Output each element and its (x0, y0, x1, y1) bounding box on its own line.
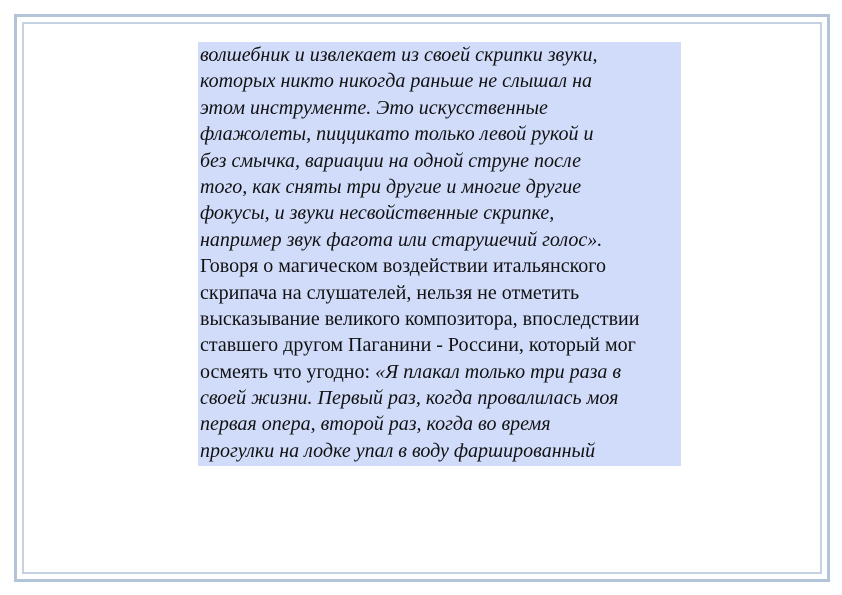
text-line (200, 359, 681, 385)
text-segment: скрипача на слушателей, нельзя не отметить (200, 281, 580, 304)
text-segment: фокусы, и звуки несвойственные скрипке, (200, 202, 555, 225)
text-segment: того, как сняты три другие и многие другие (200, 175, 582, 198)
text-line (200, 148, 681, 174)
text-segment: ставшего другом Паганини - Россини, который мог (200, 334, 636, 357)
text-segment: первая опера, второй раз, когда во время (200, 413, 551, 436)
text-line (200, 174, 681, 200)
text-segment: осмеять что угодно: (200, 360, 376, 383)
text-segment: Говоря о магическом воздействии итальянского (200, 255, 606, 278)
text-segment: «Я плакал только три раза в (375, 360, 622, 383)
text-line (200, 121, 681, 147)
text-line (200, 438, 681, 464)
text-line (200, 280, 681, 306)
text-line (200, 253, 681, 279)
text-line (200, 306, 681, 332)
text-segment: которых никто никогда раньше не слышал на (200, 70, 593, 93)
text-segment: например звук фагота или старушечий голос». (200, 228, 603, 251)
text-line (200, 68, 681, 94)
text-segment: высказывание великого композитора, впоследствии (200, 307, 640, 330)
text-segment: без смычка, вариации на одной струне после (200, 149, 582, 172)
text-line (200, 385, 681, 411)
text-line (200, 42, 681, 68)
text-segment: волшебник и извлекает из своей скрипки звуки, (200, 44, 598, 66)
text-line (200, 411, 681, 437)
text-segment: флажолеты, пиццикато только левой рукой и (200, 123, 594, 146)
text-line (200, 95, 681, 121)
text-segment: прогулки на лодке упал в воду фаршированный (200, 439, 596, 462)
text-segment: этом инструменте. Это искусственные (200, 96, 548, 119)
text-line (200, 332, 681, 358)
text-box (198, 42, 681, 466)
text-line (200, 227, 681, 253)
text-segment: своей жизни. Первый раз, когда провалилась моя (200, 387, 619, 410)
text-line (200, 200, 681, 226)
